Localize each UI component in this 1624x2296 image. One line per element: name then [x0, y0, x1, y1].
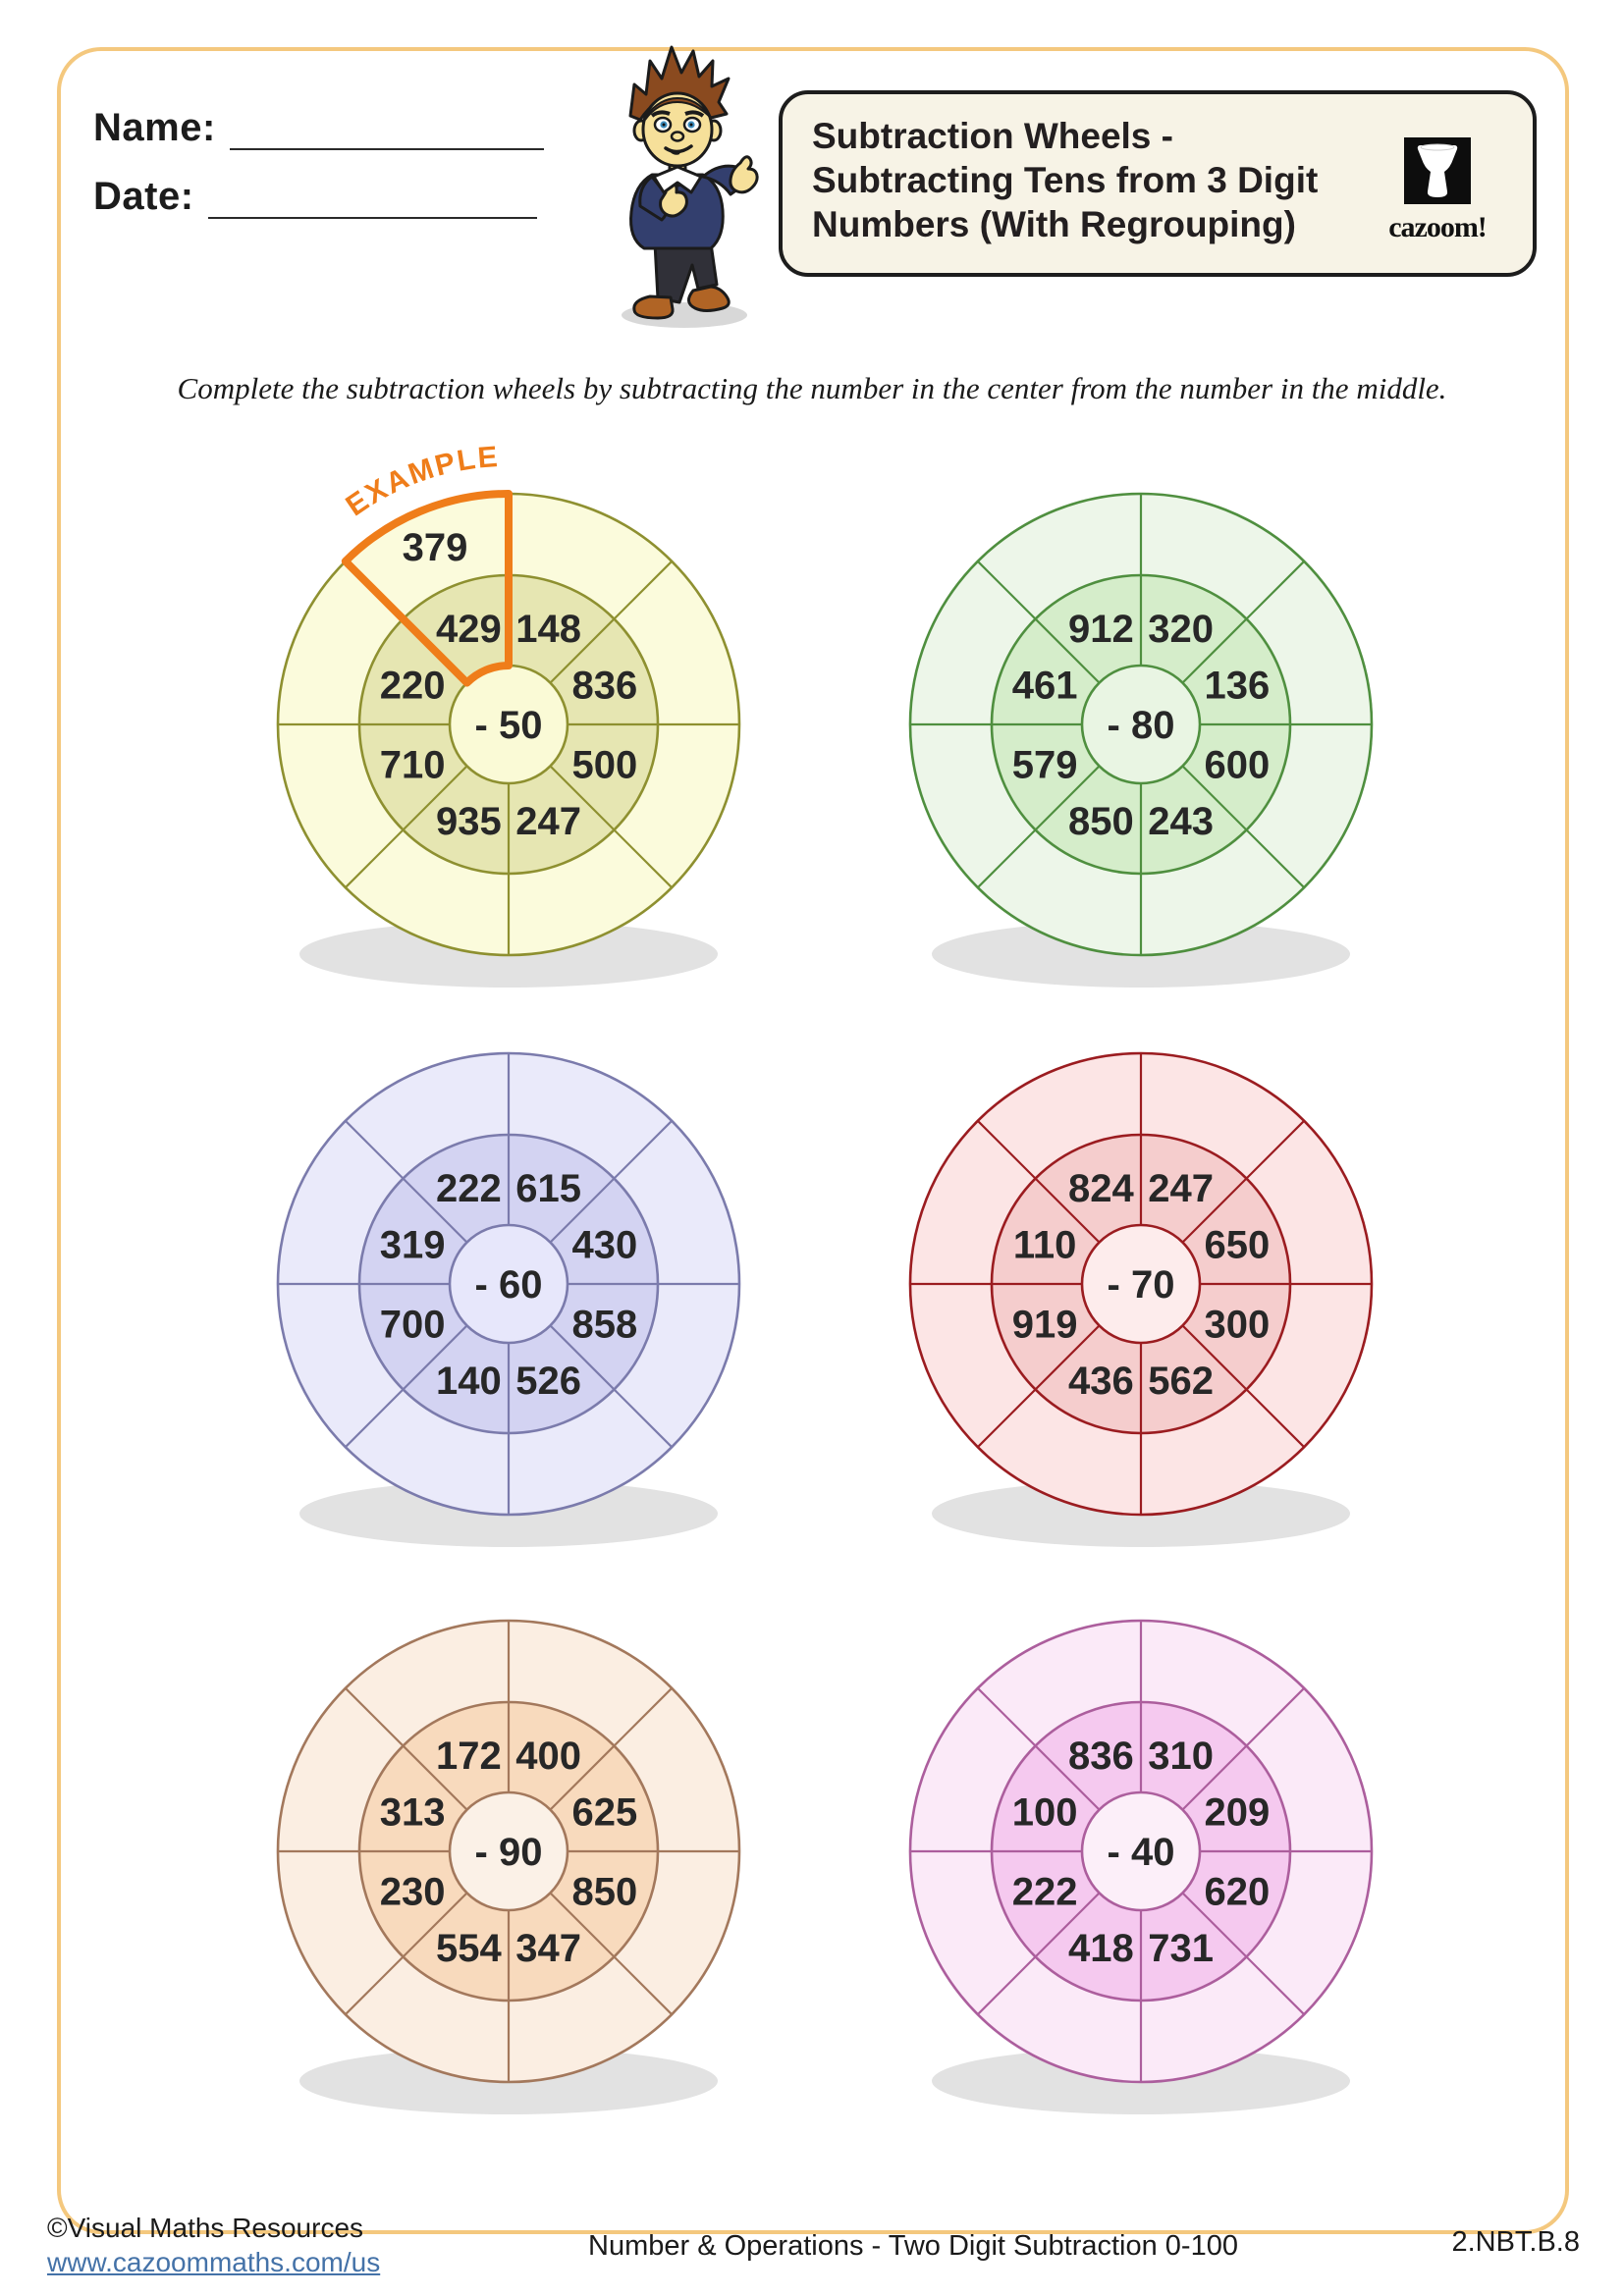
mascot-pupil-left — [663, 124, 666, 127]
cazoom-logo-text: cazoom! — [1388, 211, 1487, 243]
wheel-inner-number: 209 — [1204, 1790, 1271, 1835]
wheel-center-number: - 60 — [474, 1263, 543, 1307]
example-label: EXAMPLE — [340, 440, 501, 523]
wheel-inner-number: 429 — [436, 608, 502, 652]
wheel-inner-number: 858 — [571, 1303, 638, 1347]
wheel-inner-number: 347 — [515, 1926, 581, 1970]
wheel-inner-number: 222 — [436, 1167, 502, 1211]
copyright-text: ©Visual Maths Resources — [47, 2213, 364, 2243]
wheel-inner-number: 731 — [1148, 1926, 1214, 1970]
wheel-inner-number: 230 — [379, 1870, 446, 1914]
wheel-inner-number: 247 — [515, 799, 581, 843]
subtraction-wheel-5 — [204, 1527, 813, 2136]
wheel-inner-number: 836 — [1068, 1735, 1134, 1779]
wheel-inner-number: 320 — [1148, 608, 1214, 652]
wheel-inner-number: 650 — [1204, 1223, 1271, 1267]
name-label: Name: — [93, 106, 216, 149]
wheel-inner-number: 136 — [1204, 664, 1271, 708]
wheel-inner-number: 562 — [1148, 1359, 1214, 1403]
wheel-inner-number: 700 — [379, 1303, 446, 1347]
wheel-inner-number: 579 — [1011, 743, 1078, 787]
name-field — [93, 106, 544, 150]
wheel-center-number: - 40 — [1107, 1831, 1175, 1874]
wheel-inner-number: 912 — [1068, 608, 1134, 652]
mascot-shoe-right — [688, 287, 729, 311]
wheel-inner-number: 935 — [436, 799, 502, 843]
date-input-line[interactable] — [208, 184, 537, 219]
wheel-inner-number: 461 — [1011, 664, 1078, 708]
wheel-minus-40-svg — [837, 1527, 1445, 2136]
wheel-inner-number: 247 — [1148, 1167, 1214, 1211]
footer-left — [47, 2211, 380, 2279]
wheel-center-number: - 70 — [1107, 1263, 1175, 1307]
mascot-face — [643, 93, 712, 166]
worksheet-title-line-3: Numbers (With Regrouping) — [812, 204, 1296, 244]
wheel-center-number: - 80 — [1107, 704, 1175, 747]
wheel-inner-number: 243 — [1148, 799, 1214, 843]
mascot-nose — [672, 133, 683, 141]
worksheet-title-box — [779, 90, 1537, 277]
mascot-button — [677, 183, 681, 187]
wheel-inner-number: 836 — [571, 664, 638, 708]
wheel-inner-number: 824 — [1068, 1167, 1134, 1211]
subtraction-wheel-4 — [837, 960, 1445, 1569]
mascot-shoe-left — [634, 296, 673, 318]
subtraction-wheel-3 — [204, 960, 813, 1569]
wheel-inner-number: 710 — [379, 743, 446, 787]
wheel-inner-number: 625 — [571, 1790, 638, 1835]
wheel-inner-number: 615 — [515, 1167, 581, 1211]
wheel-inner-number: 313 — [379, 1790, 446, 1835]
wheel-minus-50-svg — [204, 400, 813, 1009]
wheel-inner-number: 100 — [1011, 1790, 1078, 1835]
mascot-hand-right — [731, 157, 757, 192]
wheel-inner-number: 172 — [436, 1735, 502, 1779]
wheel-outer-number: 379 — [402, 525, 468, 569]
standard-code: 2.NBT.B.8 — [1451, 2226, 1580, 2258]
mascot-pupil-right — [690, 124, 693, 127]
wheel-inner-number: 418 — [1068, 1926, 1134, 1970]
cazoom-logo — [1383, 137, 1491, 244]
wheel-inner-number: 430 — [571, 1223, 638, 1267]
wheel-inner-number: 400 — [515, 1735, 581, 1779]
wheel-inner-number: 620 — [1204, 1870, 1271, 1914]
wheel-inner-number: 554 — [436, 1926, 502, 1970]
name-input-line[interactable] — [230, 115, 544, 150]
wheel-inner-number: 600 — [1204, 743, 1271, 787]
wheel-center-number: - 90 — [474, 1831, 543, 1874]
wheel-center-number: - 50 — [474, 704, 543, 747]
wheel-inner-number: 300 — [1204, 1303, 1271, 1347]
wheel-inner-number: 310 — [1148, 1735, 1214, 1779]
wheel-minus-90-svg — [204, 1527, 813, 2136]
wheel-inner-number: 140 — [436, 1359, 502, 1403]
website-link[interactable]: www.cazoommaths.com/us — [47, 2247, 381, 2277]
subtraction-wheel-1 — [204, 400, 813, 1009]
date-label: Date: — [93, 175, 194, 218]
wheel-inner-number: 850 — [1068, 799, 1134, 843]
wheel-inner-number: 220 — [379, 664, 446, 708]
worksheet-title-line-1: Subtraction Wheels - — [812, 116, 1173, 156]
date-field — [93, 175, 537, 219]
wheel-inner-number: 919 — [1011, 1303, 1078, 1347]
mascot-boy-illustration — [601, 37, 768, 332]
wheel-minus-70-svg — [837, 960, 1445, 1569]
wheel-inner-number: 850 — [571, 1870, 638, 1914]
wheel-minus-60-svg — [204, 960, 813, 1569]
wheel-inner-number: 110 — [1012, 1223, 1077, 1267]
subtraction-wheel-2 — [837, 400, 1445, 1009]
subtraction-wheel-6 — [837, 1527, 1445, 2136]
wheel-inner-number: 436 — [1068, 1359, 1134, 1403]
wheel-inner-number: 148 — [515, 608, 581, 652]
wheel-inner-number: 500 — [571, 743, 638, 787]
worksheet-title-line-2: Subtracting Tens from 3 Digit — [812, 160, 1319, 200]
wheel-minus-80-svg — [837, 400, 1445, 1009]
instruction-text: Complete the subtraction wheels by subtracting the number in the center from the number in the middle. — [177, 371, 1447, 405]
cazoom-drum-icon — [1404, 137, 1471, 204]
wheel-inner-number: 222 — [1011, 1870, 1078, 1914]
footer-topic: Number & Operations - Two Digit Subtraction 0-100 — [588, 2230, 1238, 2262]
wheel-inner-number: 526 — [515, 1359, 581, 1403]
wheel-inner-number: 319 — [379, 1223, 446, 1267]
